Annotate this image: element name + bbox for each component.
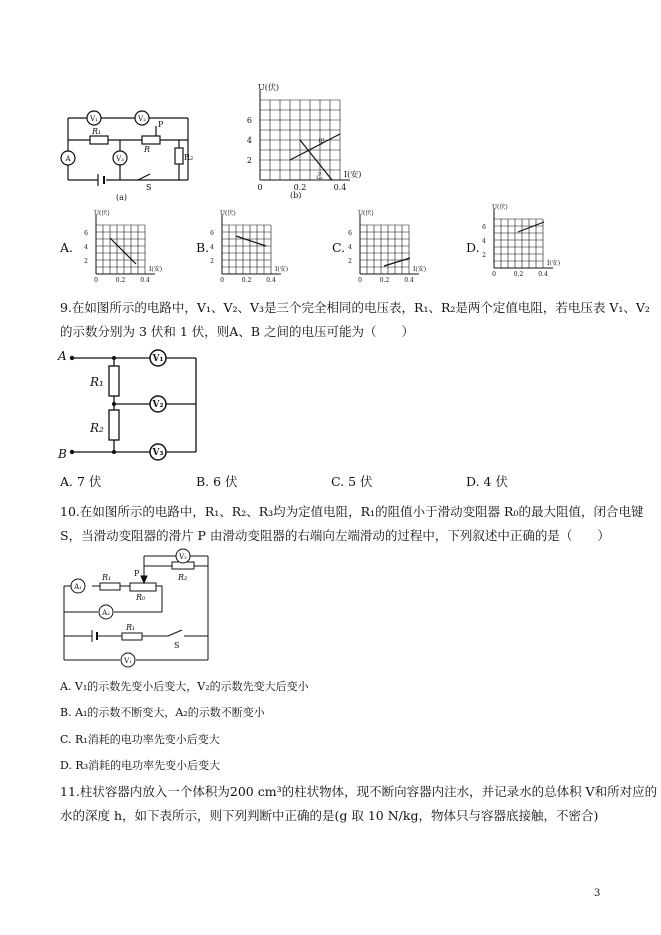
q9-option-d[interactable]: D. 4 伏 <box>466 474 508 489</box>
graph-x-tick: 0 <box>220 277 224 284</box>
graph-line-label: 乙 <box>316 172 323 180</box>
q10-text-line2: S，当滑动变阻器的滑片 P 由滑动变阻器的右端向左端滑动的过程中，下列叙述中正确的是（ ） <box>60 528 610 543</box>
graph-y-tick: 6 <box>482 224 486 231</box>
q8-option-b-letter[interactable]: B. <box>196 240 210 255</box>
q10-label-r0: R₀ <box>136 593 146 602</box>
label-s: S <box>146 183 152 192</box>
graph-x-tick: 0.4 <box>404 277 414 284</box>
q8-option-b-graph <box>206 208 288 286</box>
graph-x-tick: 0.2 <box>379 277 390 284</box>
graph-x-axis-label: I(安) <box>149 266 163 273</box>
graph-x-tick: 0.2 <box>293 183 307 192</box>
graph-y-tick: 4 <box>348 244 352 251</box>
q11-text-line2: 水的深度 h，如下表所示，则下列判断中正确的是(g 取 10 N/kg，物体只与容器底接触，不密合) <box>60 808 599 823</box>
q10-option-b[interactable]: B. A₁的示数不断变大，A₂的示数不断变小 <box>60 706 265 719</box>
graph-x-tick: 0 <box>358 277 362 284</box>
q9-option-c[interactable]: C. 5 伏 <box>331 474 373 489</box>
figure-b-graph <box>240 82 362 202</box>
graph-y-tick: 4 <box>482 238 486 245</box>
graph-y-tick: 2 <box>246 156 252 165</box>
graph-line-label: 甲 <box>318 138 325 146</box>
q10-label-r1-top: R₁ <box>102 573 112 582</box>
q9-v3-label: V₃ <box>152 448 164 458</box>
graph-y-tick: 2 <box>210 258 214 265</box>
q8-option-c-letter[interactable]: C. <box>332 240 346 255</box>
graph-y-axis-label: U(伏) <box>94 210 110 217</box>
q9-text-line1: 9.在如图所示的电路中，V₁、V₂、V₃是三个完全相同的电压表，R₁、R₂是两个定值电阻，若电压表 V₁、V₂ <box>60 300 650 315</box>
graph-y-tick: 2 <box>482 252 486 259</box>
q10-option-a[interactable]: A. V₁的示数先变小后变大，V₂的示数先变大后变小 <box>60 680 309 693</box>
q8-option-d-graph <box>478 202 560 280</box>
graph-x-axis-label: I(安) <box>275 266 289 273</box>
graph-x-tick: 0 <box>257 183 263 192</box>
q9-label-r2: R₂ <box>90 421 104 435</box>
q9-v2-label: V₂ <box>152 400 164 410</box>
meter-v3-label: V₃ <box>116 155 124 163</box>
q10-label-p: P <box>134 569 140 578</box>
graph-y-axis-label: U(伏) <box>220 210 236 217</box>
label-r1: R₁ <box>92 127 102 136</box>
page-number: 3 <box>594 888 601 899</box>
label-p: P <box>158 120 164 129</box>
q8-option-a-graph <box>80 208 162 286</box>
q10-v2-label: V₂ <box>179 553 187 561</box>
q10-option-d[interactable]: D. R₃消耗的电功率先变小后变大 <box>60 759 221 772</box>
graph-y-tick: 6 <box>348 230 352 237</box>
meter-v1-label: V₁ <box>90 115 98 123</box>
q8-option-d-letter[interactable]: D. <box>466 240 480 255</box>
graph-y-tick: 6 <box>246 116 252 125</box>
label-r2: R₂ <box>184 153 194 162</box>
graph-x-axis-label: I(安) <box>344 170 362 179</box>
graph-y-tick: 4 <box>210 244 214 251</box>
graph-y-tick: 2 <box>84 258 88 265</box>
q10-option-c[interactable]: C. R₁消耗的电功率先变小后变大 <box>60 733 220 746</box>
graph-y-axis-label: U(伏) <box>358 210 374 217</box>
q9-circuit <box>58 348 208 466</box>
graph-x-axis-label: I(安) <box>547 260 561 267</box>
graph-y-tick: 6 <box>84 230 88 237</box>
graph-y-tick: 6 <box>210 230 214 237</box>
graph-y-tick: 2 <box>348 258 352 265</box>
q8-option-a-letter[interactable]: A. <box>60 240 74 255</box>
q10-label-r1-bottom: R₁ <box>126 623 136 632</box>
graph-y-tick: 4 <box>246 136 252 145</box>
graph-x-tick: 0.4 <box>538 271 548 278</box>
graph-x-tick: 0 <box>492 271 496 278</box>
caption-a: (a) <box>116 193 128 202</box>
q8-option-c-graph <box>344 208 426 286</box>
graph-x-tick: 0.4 <box>333 183 347 192</box>
q10-a1-label: A₁ <box>74 583 82 591</box>
q9-label-a: A <box>58 349 67 363</box>
graph-x-tick: 0.4 <box>266 277 276 284</box>
graph-x-tick: 0.4 <box>140 277 150 284</box>
graph-y-axis-label: U(伏) <box>492 204 508 211</box>
meter-v2-label: V₂ <box>138 115 146 123</box>
graph-y-tick: 4 <box>84 244 88 251</box>
q9-label-b: B <box>58 447 67 461</box>
q9-label-r1: R₁ <box>90 375 104 389</box>
q9-option-a[interactable]: A. 7 伏 <box>60 474 102 489</box>
q10-label-r2: R₂ <box>178 573 188 582</box>
label-r: R <box>144 145 151 154</box>
graph-y-axis-label: U(伏) <box>258 83 279 92</box>
q11-text-line1: 11.柱状容器内放入一个体积为200 cm³的柱状物体，现不断向容器内注水，并记录水的总体积 V和所对应的 <box>60 784 658 799</box>
q10-circuit <box>58 548 218 670</box>
q10-label-s: S <box>174 641 180 650</box>
graph-x-tick: 0 <box>94 277 98 284</box>
graph-x-tick: 0.2 <box>513 271 524 278</box>
figure-a-circuit <box>58 90 198 202</box>
q10-v1-label: V₁ <box>124 657 132 665</box>
graph-x-tick: 0.2 <box>241 277 252 284</box>
graph-x-axis-label: I(安) <box>413 266 427 273</box>
graph-x-tick: 0.2 <box>115 277 126 284</box>
meter-a-label: A <box>65 155 71 163</box>
q9-text-line2: 的示数分别为 3 伏和 1 伏，则A、B 之间的电压可能为（ ） <box>60 324 414 339</box>
caption-b: (b) <box>290 191 302 200</box>
q10-a2-label: A₂ <box>102 609 110 617</box>
q10-text-line1: 10.在如图所示的电路中，R₁、R₂、R₃均为定值电阻，R₁的阻值小于滑动变阻器 R₀的最大阻值，闭合电键 <box>60 504 644 519</box>
q9-option-b[interactable]: B. 6 伏 <box>196 474 238 489</box>
q9-v1-label: V₁ <box>152 354 164 364</box>
